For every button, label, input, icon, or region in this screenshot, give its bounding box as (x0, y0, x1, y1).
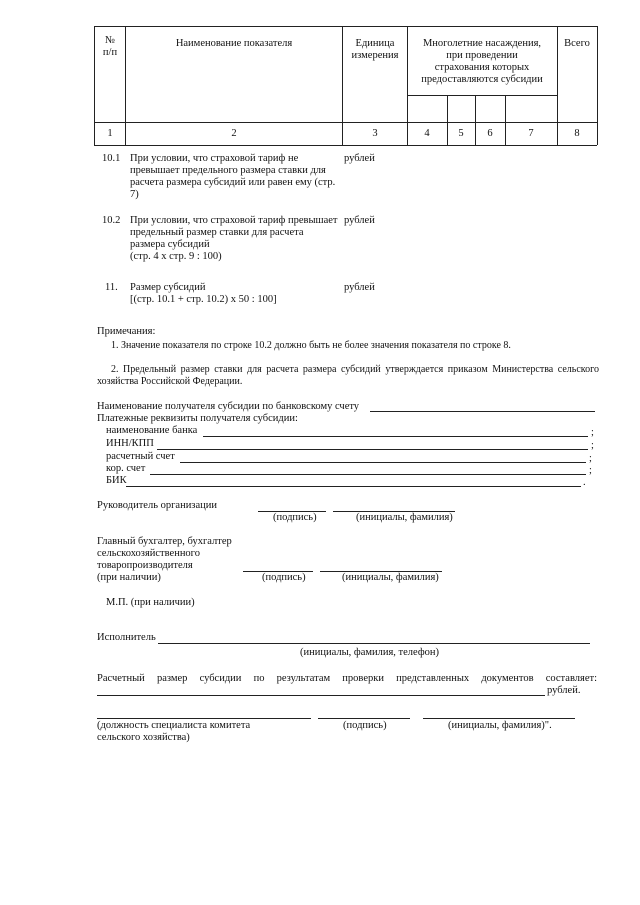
table-header-bottom-border (94, 122, 597, 123)
col-number: 3 (372, 128, 378, 139)
position-field[interactable] (97, 718, 311, 719)
row-name: Размер субсидий [(стр. 10.1 + стр. 10.2) x 50 : 100] (130, 282, 277, 305)
table-sub-header-line (407, 95, 557, 96)
field-end: ; (589, 465, 592, 476)
bank-field-label: кор. счет (106, 463, 146, 474)
executor-caption: (инициалы, фамилия, телефон) (300, 647, 440, 658)
col-number: 5 (458, 128, 464, 139)
final-signature-field[interactable] (318, 718, 410, 719)
col-number: 6 (487, 128, 493, 139)
calc-amount-field[interactable] (97, 695, 545, 696)
rub-label: рублей. (547, 685, 581, 696)
signature-caption: (подпись) (343, 720, 387, 731)
bank-name-field[interactable] (203, 436, 588, 437)
bik-field[interactable] (126, 486, 581, 487)
accountant-label: Главный бухгалтер, бухгалтер сельскохозяйственного товаропроизводителя (при наличии) (97, 536, 232, 583)
executor-field[interactable] (158, 643, 590, 644)
col-number: 1 (107, 128, 113, 139)
recipient-label: Наименование получателя субсидии по банковскому счету (97, 401, 360, 412)
table-top-border (94, 26, 597, 27)
row-name: При условии, что страховой тариф не превышает предельного размера ставки для расчета размера субсидий или равен ему (стр. 7) (130, 153, 336, 200)
col-number: 2 (231, 128, 237, 139)
row-num: 10.2 (102, 215, 121, 226)
details-label: Платежные реквизиты получателя субсидии: (97, 413, 298, 424)
position-caption: (должность специалиста комитета сельского хозяйства) (97, 720, 251, 743)
inn-kpp-field[interactable] (157, 449, 588, 450)
table-bottom-border (94, 145, 597, 146)
row-num: 11. (105, 282, 118, 293)
bank-field-label: расчетный счет (106, 451, 175, 462)
row-unit: рублей (344, 153, 375, 164)
note-2: 2. Предельный размер ставки для расчета размера субсидий утверждается приказом Министерства сельского хозяйства Российской Федерации. (97, 364, 599, 387)
initials-caption: (инициалы, фамилия) (342, 572, 439, 583)
executor-label: Исполнитель (97, 632, 156, 643)
header-name: Наименование показателя (175, 38, 293, 49)
header-num: № п/п (102, 35, 118, 58)
initials-caption: (инициалы, фамилия) (356, 512, 453, 523)
bank-field-label: ИНН/КПП (106, 438, 154, 449)
header-perennial: Многолетние насаждения, при проведении страхования которых предоставляются субсидии (421, 38, 543, 85)
field-end: . (583, 477, 586, 488)
notes-title: Примечания: (97, 326, 156, 337)
recipient-field[interactable] (370, 411, 595, 412)
col-number: 7 (528, 128, 534, 139)
signature-caption: (подпись) (273, 512, 317, 523)
bank-field-label: БИК (106, 475, 127, 486)
signature-caption: (подпись) (262, 572, 306, 583)
account-field[interactable] (180, 462, 586, 463)
calc-text: Расчетный размер субсидии по результатам проверки представленных документов составляет: (97, 673, 597, 684)
table-right-border (597, 26, 598, 145)
row-unit: рублей (344, 282, 375, 293)
col-number: 4 (424, 128, 430, 139)
row-unit: рублей (344, 215, 375, 226)
header-unit: Единица измерения (351, 38, 399, 61)
row-num: 10.1 (102, 153, 121, 164)
bank-field-label: наименование банка (106, 425, 198, 436)
row-name: При условии, что страховой тариф превышает предельный размер ставки для расчета размера субсидий (стр. 4 x стр. 9 : 100) (130, 215, 338, 262)
head-label: Руководитель организации (97, 500, 217, 511)
final-initials-field[interactable] (423, 718, 575, 719)
note-1: 1. Значение показателя по строке 10.2 должно быть не более значения показателя по строке 8. (111, 340, 511, 351)
final-initials-caption: (инициалы, фамилия)". (448, 720, 552, 731)
corr-account-field[interactable] (150, 474, 586, 475)
header-total: Всего (564, 38, 590, 49)
stamp-label: М.П. (при наличии) (106, 597, 195, 608)
field-end: ; (591, 427, 594, 438)
field-end: ; (591, 440, 594, 451)
field-end: ; (589, 453, 592, 464)
col-number: 8 (574, 128, 580, 139)
